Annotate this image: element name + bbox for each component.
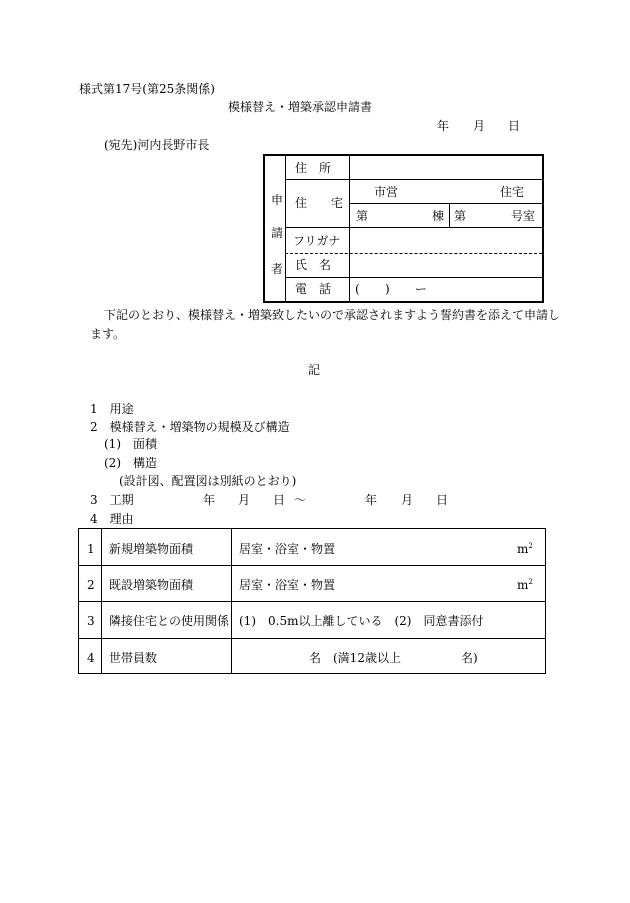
table-row-label: 新規増築物面積 [109,542,194,556]
table-row-number: 1 [87,542,95,556]
to-text: 棟 [432,209,445,223]
table-row-label: 隣接住宅との使用関係 [109,614,230,628]
residence-label: 住 宅 [295,196,344,210]
side-label-char: 請 [271,226,284,240]
shiei-text: 市営 [374,185,399,199]
item-scale-structure: 2 模様替え・増築物の規模及び構造 [90,420,290,434]
period-day-end: 日 [436,493,449,507]
phone-label: 電 話 [295,282,332,296]
body-text-line2: ます。 [90,327,126,341]
table-row-value: 名 (満12歳以上 名) [309,651,478,665]
phone-dash: ー [415,282,428,296]
table-row-unit: $m^2$ [517,578,533,592]
dai-text: 第 [454,209,467,223]
phone-close: ) [385,282,390,296]
period-month-start: 月 [238,493,251,507]
name-label: 氏 名 [295,258,332,272]
applicant-box [263,154,544,303]
item-structure-note: (設計図、配置図は別紙のとおり) [119,474,297,488]
jutaku-text: 住宅 [500,185,525,199]
document-title: 模様替え・増築承認申請書 [228,100,373,114]
table-row-label: 世帯員数 [109,651,158,665]
table-row-label: 既設増築物面積 [109,578,194,592]
date-day-label: 日 [508,119,521,133]
dai-text: 第 [356,209,369,223]
side-label-char: 申 [271,193,284,207]
period-year-start: 年 [203,493,216,507]
table-row-value: 居室・浴室・物置 [239,542,336,556]
table-row-value: (1) 0.5m以上離している (2) 同意書添付 [239,614,484,628]
period-day-start: 日 [273,493,286,507]
body-text-line1: 下記のとおり、模様替え・増築致したいので承認されますよう誓約書を添えて申請し [104,308,561,322]
date-year-label: 年 [437,119,450,133]
address-label: 住 所 [295,161,332,175]
period-tilde: ～ [294,493,307,507]
goshitsu-text: 号室 [511,209,536,223]
table-row-number: 3 [87,614,95,628]
details-table [78,528,546,674]
side-label-char: 者 [271,262,284,276]
period-month-end: 月 [401,493,414,507]
table-row-number: 2 [87,578,95,592]
item-reason: 4 理由 [90,512,134,526]
table-row-number: 4 [87,651,95,665]
item-area: (1) 面積 [104,437,157,451]
phone-open: ( [355,282,360,296]
table-row-unit: $m^2$ [517,542,533,556]
date-month-label: 月 [473,119,486,133]
item-structure: (2) 構造 [104,456,157,470]
ki-heading: 記 [308,363,321,377]
item-period-label: 3 工期 [90,493,134,507]
table-row-value: 居室・浴室・物置 [239,578,336,592]
item-usage: 1 用途 [90,402,134,416]
form-number: 様式第17号(第25条関係) [79,82,215,96]
furigana-label: フリガナ [293,234,341,248]
period-year-end: 年 [365,493,378,507]
addressee: (宛先)河内長野市長 [104,138,210,152]
